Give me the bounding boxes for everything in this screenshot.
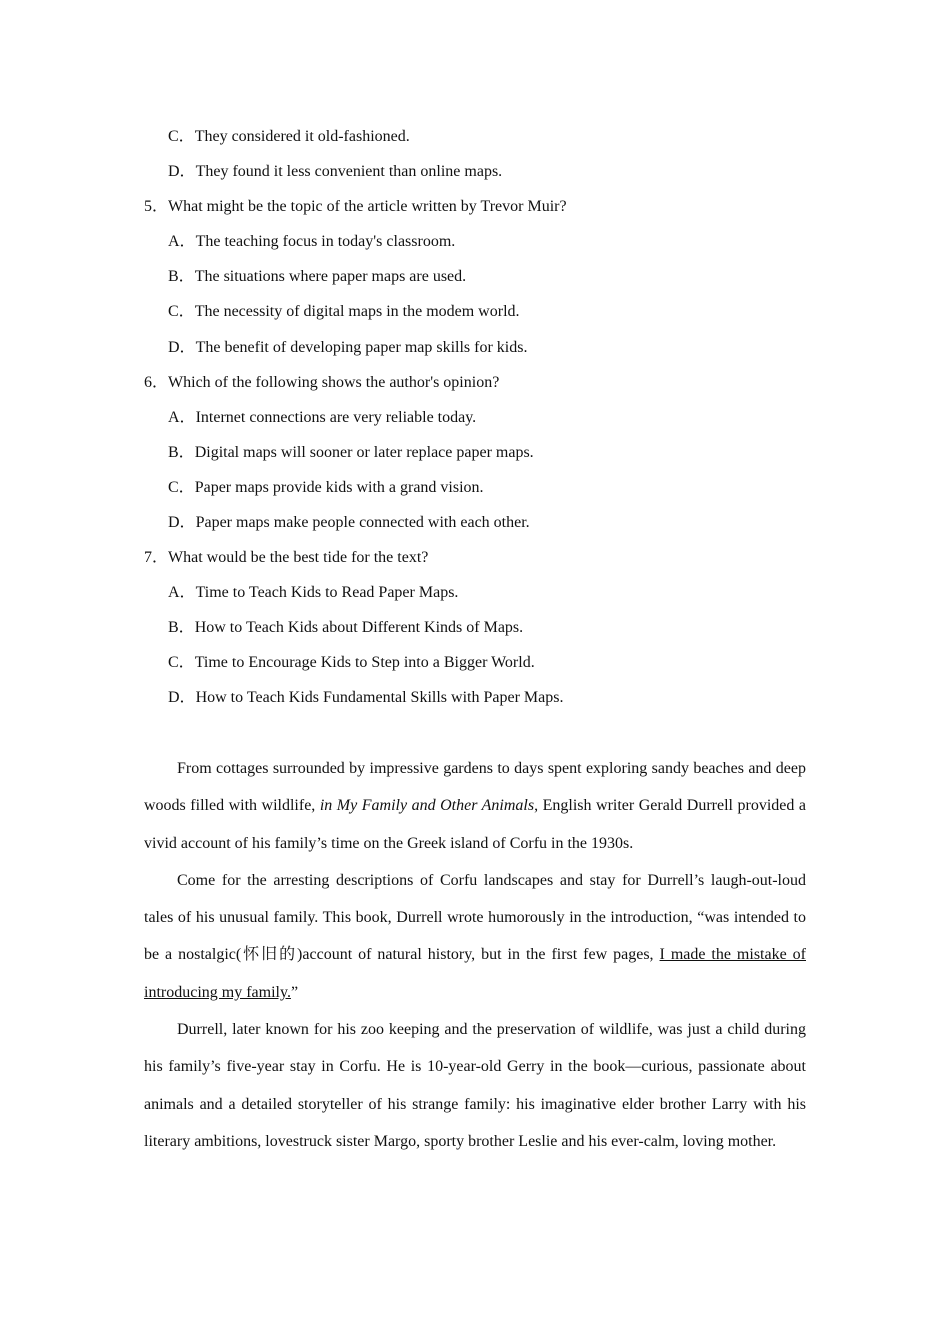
book-title: in My Family and Other Animals <box>319 797 535 815</box>
underlined-quote: I made the mistake of introducing my family. <box>144 946 806 1001</box>
q7-option-c[interactable]: C．Time to Encourage Kids to Step into a Bigger World. <box>168 654 535 671</box>
reading-passage <box>144 750 806 1160</box>
q6-option-c[interactable]: C．Paper maps provide kids with a grand vision. <box>168 479 484 496</box>
passage-paragraph-1: From cottages surrounded by impressive gardens to days spent exploring sandy beaches and deep woods filled with wildlife, in My Family and Other Animals, English writer Gerald Durrell provided a vivid account of his family’s time on the Greek island of Corfu in the 1930s. <box>144 760 806 852</box>
q7-option-a[interactable]: A．Time to Teach Kids to Read Paper Maps. <box>168 584 459 601</box>
q5-option-b[interactable]: B．The situations where paper maps are used. <box>168 268 467 285</box>
q6-stem: 6．Which of the following shows the author's opinion? <box>144 374 500 391</box>
q4-option-d[interactable]: D．They found it less convenient than online maps. <box>168 163 503 180</box>
q5-stem: 5．What might be the topic of the article written by Trevor Muir? <box>144 198 567 215</box>
q5-option-c[interactable]: C．The necessity of digital maps in the modem world. <box>168 303 520 320</box>
q6-option-d[interactable]: D．Paper maps make people connected with each other. <box>168 514 530 531</box>
passage-paragraph-2: Come for the arresting descriptions of Corfu landscapes and stay for Durrell’s laugh-out-loud tales of his unusual family. This book, Durrell wrote humorously in the introduction, “was intended to be a nostalgic(怀旧的)account of natural history, but in the first few pages, I made the mistake of introducing my family.” <box>144 871 806 1001</box>
passage-paragraph-3: Durrell, later known for his zoo keeping and the preservation of wildlife, was just a child during his family’s five-year stay in Corfu. He is 10-year-old Gerry in the book—curious, passionate about animals and a detailed storyteller of his strange family: his imaginative elder brother Larry with his literary ambitions, lovestruck sister Margo, sporty brother Leslie and his ever-calm, loving mother. <box>144 1021 806 1150</box>
q7-stem: 7．What would be the best tide for the text? <box>144 549 429 566</box>
q4-option-c[interactable]: C．They considered it old-fashioned. <box>168 128 410 145</box>
q6-option-a[interactable]: A．Internet connections are very reliable today. <box>168 409 477 426</box>
q7-option-b[interactable]: B．How to Teach Kids about Different Kinds of Maps. <box>168 619 524 636</box>
q6-option-b[interactable]: B．Digital maps will sooner or later replace paper maps. <box>168 444 534 461</box>
q5-option-a[interactable]: A．The teaching focus in today's classroom. <box>168 233 456 250</box>
q5-option-d[interactable]: D．The benefit of developing paper map skills for kids. <box>168 339 528 356</box>
q7-option-d[interactable]: D．How to Teach Kids Fundamental Skills with Paper Maps. <box>168 689 564 706</box>
